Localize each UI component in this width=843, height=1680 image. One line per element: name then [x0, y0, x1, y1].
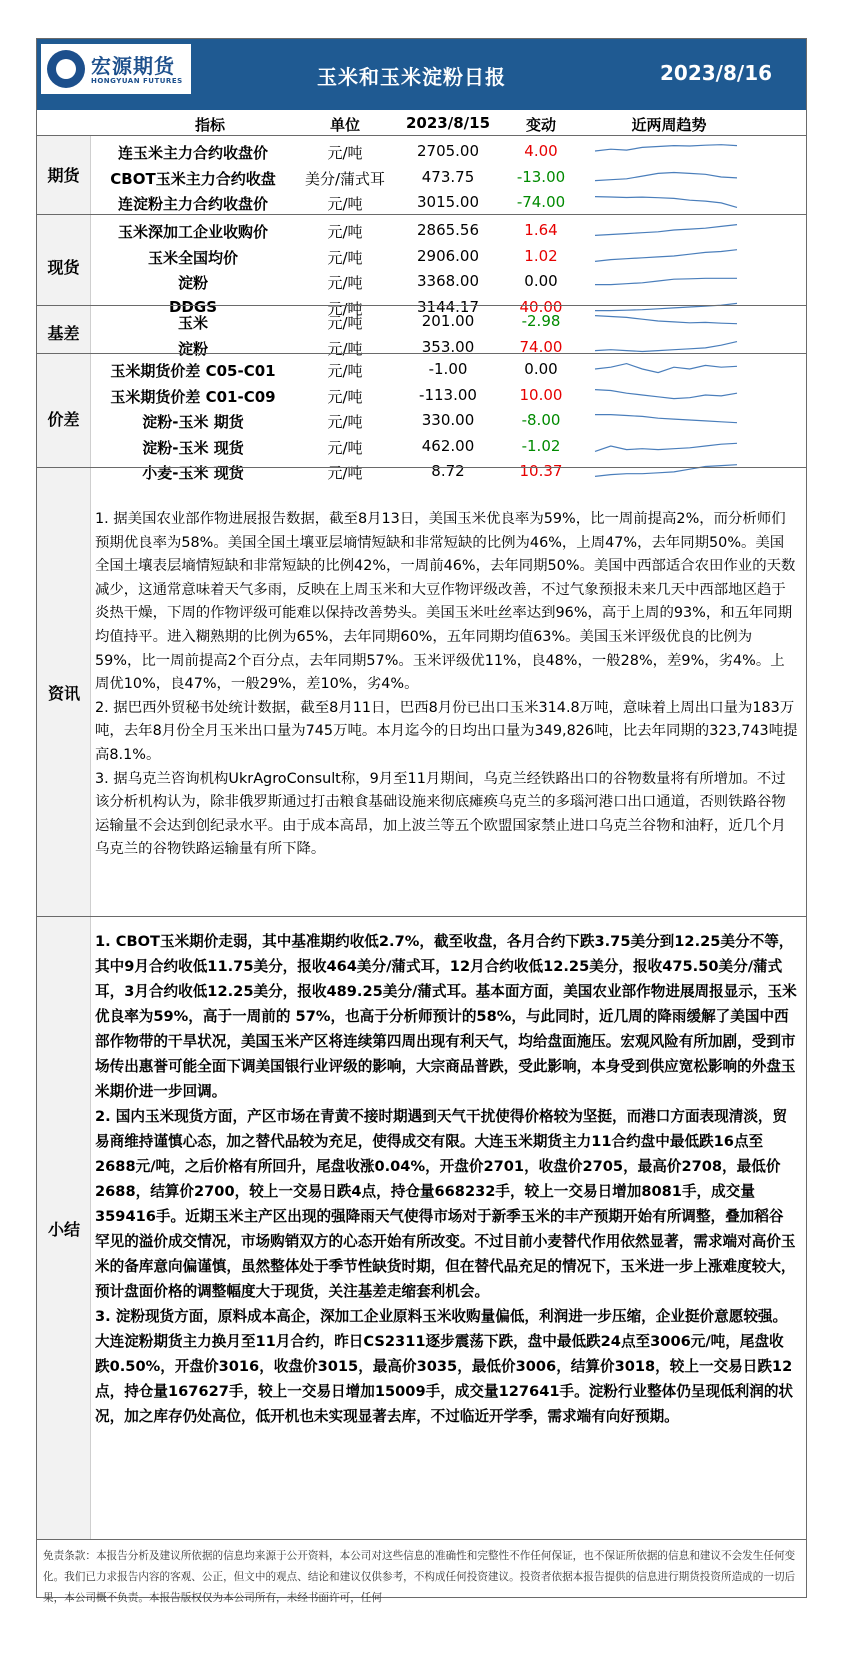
trend-sparkline: [591, 435, 741, 457]
news-block: [37, 467, 806, 916]
indicator-name: 玉米期货价差 C01-C09: [110, 387, 276, 406]
logo-mark-icon: [47, 50, 85, 88]
indicator-name: 淀粉-玉米 现货: [142, 438, 244, 457]
indicator-change: 0.00: [524, 360, 558, 378]
indicator-value: 2705.00: [416, 142, 480, 160]
indicator-change: -74.00: [516, 193, 566, 211]
indicator-value: -1.00: [428, 360, 468, 378]
summary-paragraph: 2. 国内玉米现货方面，产区市场在青黄不接时期遇到天气干扰使得价格较为坚挺，而港口方面表现清淡，贸易商维持谨慎心态，加之替代品较为充足，使得成交有限。大连玉米期货主力11合约盘中最低跌16点至2688元/吨，之后价格有所回升，尾盘收涨0.04%，开盘价2701，收盘价2705，最高价2708，最低价2688，结算价2700，较上一交易日跌4点，持仓量668232手，较上一交易日增加8081手，成交量359416手。近期玉米主产区出现的强降雨天气使得市场对于新季玉米的丰产预期开始有所调整，叠加稻谷罕见的溢价成交情况，市场购销双方的心态开始有所改变。不过目前小麦替代作用依然显著，需求端对高价玉米的备库意向偏谨慎，虽然整体处于季节性缺货时期，但在替代品充足的情况下，玉米进一步上涨难度较大，预计盘面价格的调整幅度大于现货，关注基差走缩套利机会。: [95, 1108, 796, 1300]
news-paragraph: 1. 据美国农业部作物进展报告数据，截至8月13日，美国玉米优良率为59%，比一周前提高2%，而分析师们预期优良率为58%。美国全国土壤亚层墒情短缺和非常短缺的比例为46%，上周47%，去年同期50%。美国全国土壤表层墒情短缺和非常短缺的比例42%，一周前46%，去年同期50%。美国中西部适合农田作业的天数减少，这通常意味着天气多雨，反映在上周玉米和大豆作物评级改善，不过气象预报未来几天中西部地区趋于炎热干燥，下周的作物评级可能难以保持改善势头。美国玉米吐丝率达到96%，高于上周的93%，和五年同期均值持平。进入糊熟期的比例为65%，去年同期60%，五年同期均值63%。美国玉米评级优良的比例为59%，比一周前提高2个百分点，去年同期57%。玉米评级优11%，良48%，一般28%，差9%，劣4%。上周优10%，良47%，一般29%，差10%，劣4%。: [95, 511, 796, 693]
indicator-change: -8.00: [521, 411, 561, 429]
company-logo: [41, 44, 191, 94]
indicator-unit: 元/吨: [327, 413, 363, 431]
col-header-unit: 单位: [329, 116, 360, 134]
news-label-cell: [37, 468, 91, 916]
section-label: 现货: [37, 215, 91, 321]
table-section: [37, 353, 806, 485]
trend-line: [595, 316, 737, 324]
table-row: [37, 407, 806, 433]
logo-text-en: HONGYUAN FUTURES: [91, 77, 183, 85]
table-row: [37, 308, 806, 334]
col-header-change: 变动: [525, 116, 556, 134]
trend-line: [595, 415, 737, 423]
summary-label-cell: [37, 917, 91, 1539]
trend-sparkline: [591, 219, 741, 241]
trend-sparkline: [591, 166, 741, 188]
trend-line: [595, 249, 737, 261]
trend-sparkline: [591, 245, 741, 267]
indicator-value: -113.00: [419, 385, 477, 404]
table-row: [37, 138, 806, 164]
indicator-name: 玉米: [177, 314, 208, 332]
indicator-value: 8.72: [431, 462, 465, 480]
indicator-value: 2865.56: [416, 221, 480, 239]
indicator-name: 连淀粉主力合约收盘价: [117, 195, 268, 213]
indicator-unit: 元/吨: [327, 195, 363, 213]
trend-sparkline: [591, 358, 741, 380]
trend-line: [595, 145, 737, 151]
trend-line: [595, 389, 737, 398]
indicator-change: -2.98: [521, 312, 561, 330]
trend-sparkline: [591, 191, 741, 213]
indicator-name: 连玉米主力合约收盘价: [117, 144, 268, 162]
indicator-value: 330.00: [421, 411, 475, 429]
report-title: 玉米和玉米淀粉日报: [317, 65, 506, 89]
table-row: [37, 189, 806, 215]
indicator-unit: 元/吨: [327, 299, 363, 318]
trend-line: [595, 443, 737, 451]
indicator-change: 74.00: [519, 337, 563, 356]
report-header: [37, 39, 806, 110]
indicator-unit: 元/吨: [327, 314, 363, 332]
indicator-unit: 美分/蒲式耳: [304, 169, 386, 188]
trend-line: [595, 172, 737, 180]
summary-label: 小结: [47, 1220, 80, 1239]
indicator-change: 1.02: [524, 246, 558, 265]
indicator-unit: 元/吨: [327, 223, 363, 241]
summary-paragraph: 3. 淀粉现货方面，原料成本高企，深加工企业原料玉米收购量偏低，利润进一步压缩，企业挺价意愿较强。大连淀粉期货主力换月至11月合约，昨日CS2311逐步震荡下跌，盘中最低跌24点至3006元/吨，尾盘收跌0.50%，开盘价3016，收盘价3015，最高价3035，最低价3006，结算价3018，较上一交易日跌12点，持仓量167627手，较上一交易日增加15009手，成交量127641手。淀粉行业整体仍呈现低利润的状况，加之库存仍处高位，低开机也未实现显著去库，不过临近开学季，需求端有向好预期。: [95, 1308, 794, 1425]
trend-line: [595, 364, 737, 373]
indicator-unit: 元/吨: [327, 387, 363, 406]
logo-text-cn: 宏源期货: [91, 54, 175, 78]
table-section: [37, 135, 806, 216]
table-row: [37, 382, 806, 408]
col-header-trend: 近两周趋势: [631, 116, 707, 134]
table-row: [37, 268, 806, 294]
indicator-value: 462.00: [421, 436, 475, 455]
section-label: 基差: [37, 306, 91, 361]
indicator-unit: 元/吨: [327, 438, 363, 457]
indicator-unit: 元/吨: [327, 464, 363, 482]
indicator-change: 4.00: [524, 142, 558, 160]
indicator-name: 玉米深加工企业收购价: [117, 223, 268, 241]
indicator-change: -13.00: [516, 167, 566, 186]
table-row: [37, 433, 806, 459]
trend-sparkline: [591, 409, 741, 431]
indicator-value: 201.00: [421, 312, 475, 330]
report-frame: [36, 38, 807, 1604]
summary-text: [91, 929, 806, 1429]
col-header-indicator: 指标: [194, 116, 225, 134]
table-row: [37, 243, 806, 269]
trend-line: [595, 341, 737, 351]
trend-line: [595, 225, 737, 236]
trend-line: [595, 278, 737, 284]
table-row: [37, 164, 806, 190]
section-label: 价差: [37, 354, 91, 486]
section-label: 期货: [37, 136, 91, 217]
indicator-value: 2906.00: [416, 246, 480, 265]
indicator-name: DDGS: [168, 297, 218, 316]
table-row: [37, 356, 806, 382]
indicator-value: 3368.00: [416, 272, 480, 290]
news-label: 资讯: [47, 684, 80, 703]
indicator-name: 淀粉: [177, 339, 208, 358]
indicator-value: 473.75: [421, 167, 475, 186]
indicator-change: 10.00: [519, 385, 563, 404]
indicator-name: 淀粉: [177, 274, 208, 292]
indicator-change: 0.00: [524, 272, 558, 290]
indicator-unit: 元/吨: [327, 339, 363, 358]
indicator-change: 10.37: [519, 462, 563, 480]
indicator-value: 3144.17: [416, 297, 480, 316]
trend-sparkline: [591, 384, 741, 406]
indicator-change: -1.02: [521, 436, 561, 455]
trend-sparkline: [591, 310, 741, 332]
news-paragraph: 3. 据乌克兰咨询机构UkrAgroConsult称，9月至11月期间，乌克兰经铁路出口的谷物数量将有所增加。不过该分析机构认为，除非俄罗斯通过打击粮食基础设施来彻底瘫痪乌克兰的多瑙河港口出口通道，否则铁路谷物运输量不会达到创纪录水平。由于成本高昂，加上波兰等五个欧盟国家禁止进口乌克兰谷物和油籽，近几个月乌克兰的谷物铁路运输量有所下降。: [95, 770, 786, 858]
indicator-unit: 元/吨: [327, 248, 363, 267]
indicator-value: 353.00: [421, 337, 475, 356]
disclaimer-text: 免责条款：本报告分析及建议所依据的信息均来源于公开资料，本公司对这些信息的准确性和完整性不作任何保证，也不保证所依据的信息和建议不会发生任何变化。我们已力求报告内容的客观、公正，但文中的观点、结论和建议仅供参考，不构成任何投资建议。投资者依据本报告提供的信息进行期货投资所造成的一切后果，本公司概不负责。本报告版权仅为本公司所有，未经书面许可，任何: [37, 1539, 806, 1609]
indicator-unit: 元/吨: [327, 144, 363, 162]
table-row: [37, 217, 806, 243]
report-date: 2023/8/16: [660, 61, 773, 85]
indicator-name: 玉米全国均价: [147, 248, 238, 267]
col-header-date: 2023/8/15: [405, 114, 491, 132]
indicator-name: 玉米期货价差 C05-C01: [110, 362, 276, 380]
indicator-name: 小麦-玉米 现货: [142, 464, 244, 482]
news-paragraph: 2. 据巴西外贸秘书处统计数据，截至8月11日，巴西8月份已出口玉米314.8万吨，意味着上周出口量为183万吨，去年8月份全月玉米出口量为745万吨。本月迄今的日均出口量为349,826吨，比去年同期的323,743吨提高8.1%。: [95, 699, 798, 763]
indicator-name: 淀粉-玉米 期货: [142, 413, 244, 431]
indicator-change: 40.00: [519, 297, 563, 316]
news-text: [91, 508, 806, 862]
summary-paragraph: 1. CBOT玉米期价走弱，其中基准期约收低2.7%，截至收盘，各月合约下跌3.75美分到12.25美分不等，其中9月合约收低11.75美分，报收464美分/蒲式耳，12月合约收低12.25美分，报收475.50美分/蒲式耳，3月合约收低12.25美分，报收489.25美分/蒲式耳。基本面方面，美国农业部作物进展周报显示，玉米优良率为59%，高于一周前的 57%，也高于分析师预计的58%，与此同时，近几周的降雨缓解了美国中西部作物带的干旱状况，美国玉米产区将连续第四周出现有利天气，均给盘面施压。宏观风险有所加剧，受到市场传出惠誉可能全面下调美国银行业评级的影响，大宗商品普跌，受此影响，本身受到供应宽松影响的外盘玉米期价进一步回调。: [95, 933, 797, 1100]
table-section: [37, 305, 806, 360]
summary-block: [37, 916, 806, 1539]
trend-line: [595, 197, 737, 208]
trend-sparkline: [591, 140, 741, 162]
indicator-unit: 元/吨: [327, 274, 363, 292]
indicator-unit: 元/吨: [327, 362, 363, 380]
indicator-value: 3015.00: [416, 193, 480, 211]
table-header: [37, 110, 806, 135]
indicator-change: 1.64: [524, 221, 558, 239]
indicator-name: CBOT玉米主力合约收盘: [110, 169, 276, 188]
trend-sparkline: [591, 270, 741, 292]
